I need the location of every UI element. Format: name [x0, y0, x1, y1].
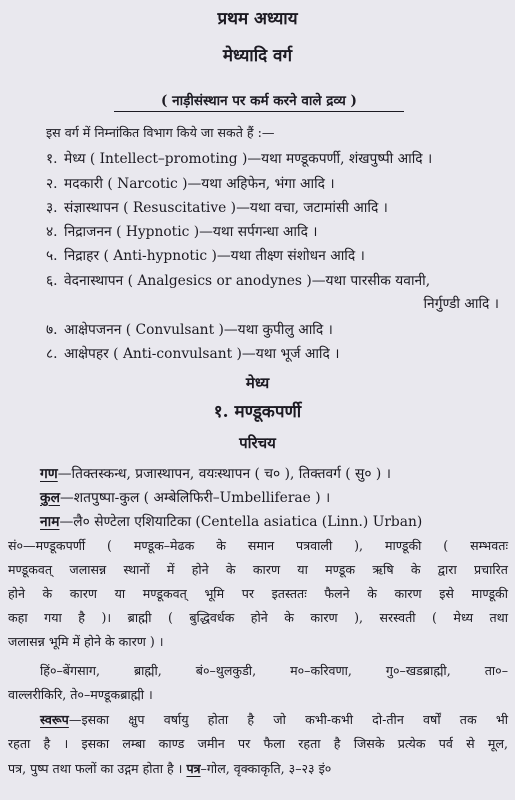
list-item-continuation: निर्गुण्डी आदि । — [423, 296, 499, 312]
svarupa-line: स्वरूप—इसका क्षुप वर्षायु होता है जो कभी-कभी दो-तीन वर्षों तक भी — [40, 712, 508, 727]
regional-names-line: हिं०–बेंगसाग, ब्राह्मी, बं०–थुलकुडी, म०–करिवणा, गु०–खडब्राह्मी, ता०– — [40, 663, 508, 678]
intro-text: इस वर्ग में निम्नांकित विभाग किये जा सकते हैं :— — [46, 125, 275, 140]
list-item: १. मेध्य ( Intellect–promoting )—यथा मण्डूकपर्णी, शंखपुष्पी आदि । — [46, 151, 433, 167]
regional-names-line: वाल्लरीकिरि, ते०–मण्डूकब्राह्मी । — [8, 687, 153, 702]
plant-title: १. मण्डूकपर्णी — [213, 402, 302, 422]
svarupa-line: पत्र, पुष्प तथा फलों का उद्गम होता है । पत्र–गोल, वृक्काकृति, ३–२३ इं० — [8, 761, 332, 776]
list-item: ४. निद्राजनन ( Hypnotic )—यथा सर्पगन्धा आदि । — [46, 224, 318, 240]
nama-paragraph-line: होने के कारण या मण्डूकवत् भूमि पर इतस्ततः फैलने के कारण इसे माण्डूकी — [8, 586, 508, 601]
list-item: ७. आक्षेपजनन ( Convulsant )—यथा कुपीलु आदि । — [46, 322, 333, 338]
list-item: ३. संज्ञास्थापन ( Resuscitative )—यथा वचा, जटामांसी आदि । — [46, 200, 388, 216]
nama-line: नाम—लै० सेण्टेला एशियाटिका (Centella asiatica (Linn.) Urban) — [40, 514, 423, 530]
list-item: ८. आक्षेपहर ( Anti-convulsant )—यथा भूर्ज आदि । — [46, 346, 340, 362]
svarupa-line: रहता है । इसका लम्बा काण्ड जमीन पर फैला रहता है जिसके प्रत्येक पर्व से मूल, — [8, 736, 508, 751]
kula-line: कुल—शतपुष्पा-कुल ( अम्बेलिफिरी–Umbelliferae ) । — [40, 490, 331, 506]
list-item: ६. वेदनास्थापन ( Analgesics or anodynes )—यथा पारसीक यवानी, — [46, 273, 431, 289]
nama-paragraph-line: कहा गया है )। ब्राह्मी ( बुद्धिवर्धक होने के कारण ), सरस्वती ( मेध्य तथा — [8, 610, 508, 625]
nama-paragraph-line: जलासन्न भूमि में होने के कारण ) । — [8, 634, 164, 649]
varga-heading: मेध्यादि वर्ग — [222, 46, 293, 66]
section-title: मेध्य — [245, 374, 270, 392]
list-item: ५. निद्राहर ( Anti-hypnotic )—यथा तीक्ष्ण संशोधन आदि । — [46, 248, 365, 264]
chapter-heading: प्रथम अध्याय — [217, 9, 298, 29]
list-item: २. मदकारी ( Narcotic )—यथा अहिफेन, भंगा आदि । — [46, 176, 335, 192]
gana-line: गण—तिक्तस्कन्ध, प्रजास्थापन, वयःस्थापन ( च० ), तिक्तवर्ग ( सु० ) । — [40, 466, 391, 482]
nama-paragraph-line: सं०—मण्डूकपर्णी ( मण्डूक–मेढक के समान पत्रवाली ), माण्डूकी ( सम्भवतः — [8, 538, 508, 553]
section-subtitle: ( नाड़ीसंस्थान पर कर्म करने वाले द्रव्य ) — [104, 91, 414, 113]
parichaya-heading: परिचय — [239, 434, 276, 452]
nama-paragraph-line: मण्डूकवत् जलासन्न स्थानों में होने के कारण या मण्डूक ऋषि के द्वारा प्रचारित — [8, 562, 508, 577]
